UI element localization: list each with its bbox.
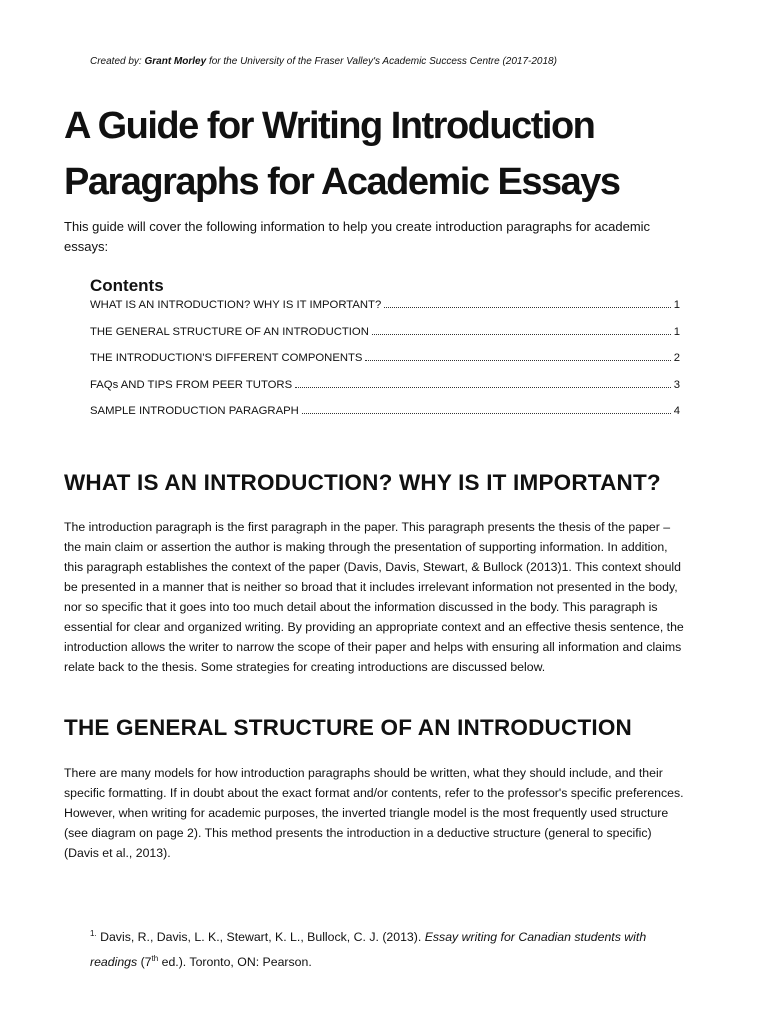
intro-text: This guide will cover the following information to help you create introduction paragraphs for academic essays: bbox=[64, 219, 651, 254]
credit-author: Grant Morley bbox=[144, 56, 207, 67]
toc-item-page: 3 bbox=[673, 378, 680, 391]
toc-item-page: 2 bbox=[673, 352, 680, 364]
section-heading-general-structure: THE GENERAL STRUCTURE OF AN INTRODUCTION bbox=[64, 715, 632, 740]
toc-item-label: FAQs AND TIPS FROM PEER TUTORS bbox=[90, 378, 293, 391]
section-body-what-is-introduction: The introduction paragraph is the first paragraph in the paper. This paragraph presents the thesis of the paper – the main claim or assertion the author is making through the presentation of supporting information. In addition, this paragraph establishes the context of the paper (Davis, Davis, Stewart, & Bullock (2013)1. This context should be presented in a manner that is neither so broad that it includes irrelevant information not presented in the body, nor so specific that it goes into too much detail about the information discussed in the body. This paragraph is essential for clear and organized writing. By providing an appropriate context and an effective thesis sentence, the introduction allows the writer to narrow the scope of their paper and helps with ensuring all information and claims relate back to the thesis. Some strategies for creating introductions are discussed below. bbox=[64, 520, 684, 674]
toc-leader bbox=[302, 413, 671, 414]
footnote-edition-close: ed.). Toronto, ON: Pearson. bbox=[158, 955, 312, 970]
footnote bbox=[90, 923, 680, 973]
footnote-edition-open: (7 bbox=[137, 955, 152, 970]
toc-item[interactable] bbox=[90, 379, 680, 406]
toc-item-label: WHAT IS AN INTRODUCTION? WHY IS IT IMPORTANT? bbox=[90, 299, 382, 311]
toc-item[interactable] bbox=[90, 352, 680, 379]
toc-leader bbox=[295, 387, 671, 388]
toc-item[interactable] bbox=[90, 326, 680, 353]
table-of-contents bbox=[90, 299, 680, 432]
toc-item-page: 1 bbox=[673, 299, 680, 311]
footnote-authors: Davis, R., Davis, L. K., Stewart, K. L., Bullock, C. J. (2013). bbox=[96, 930, 425, 945]
toc-leader bbox=[372, 334, 671, 335]
document-title: A Guide for Writing Introduction Paragraphs for Academic Essays bbox=[64, 105, 620, 203]
toc-item-label: THE GENERAL STRUCTURE OF AN INTRODUCTION bbox=[90, 325, 369, 338]
toc-item[interactable] bbox=[90, 299, 680, 326]
toc-item[interactable] bbox=[90, 405, 680, 432]
toc-item-page: 1 bbox=[673, 325, 680, 338]
footnote-marker: 1. bbox=[90, 929, 97, 938]
credit-line bbox=[90, 56, 678, 67]
toc-item-label: SAMPLE INTRODUCTION PARAGRAPH bbox=[90, 405, 299, 417]
footnote-book-title: Essay writing for Canadian students with readings bbox=[90, 930, 647, 970]
section-heading-what-is-introduction: WHAT IS AN INTRODUCTION? WHY IS IT IMPORTANT? bbox=[64, 470, 661, 495]
credit-suffix: for the University of the Fraser Valley's Academic Success Centre (2017-2018) bbox=[206, 56, 557, 67]
contents-heading: Contents bbox=[90, 276, 164, 295]
credit-prefix: Created by: bbox=[90, 56, 145, 67]
toc-leader bbox=[384, 307, 670, 308]
toc-leader bbox=[365, 360, 670, 361]
footnote-edition-sup: th bbox=[151, 954, 159, 964]
toc-item-page: 4 bbox=[673, 405, 680, 417]
toc-item-label: THE INTRODUCTION'S DIFFERENT COMPONENTS bbox=[90, 352, 363, 364]
section-body-general-structure: There are many models for how introduction paragraphs should be written, what they should include, and their specific formatting. If in doubt about the exact format and/or contents, refer to the professor's specific preferences. However, when writing for academic purposes, the inverted triangle model is the most frequently used structure (see diagram on page 2). This method presents the introduction in a deductive structure (general to specific) (Davis et al., 2013). bbox=[64, 766, 684, 860]
